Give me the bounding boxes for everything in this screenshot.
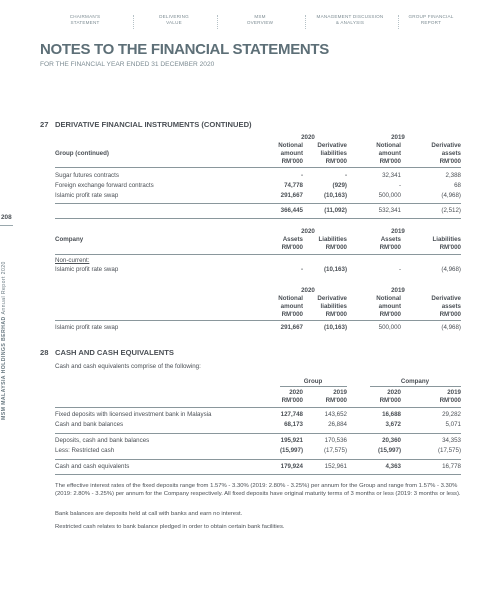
note-28-heading: CASH AND CASH EQUIVALENTS xyxy=(55,348,174,357)
nav-group-financial-report[interactable]: GROUP FINANCIAL REPORT xyxy=(408,14,454,25)
cell: 195,921 xyxy=(280,437,303,444)
total-cell: 4,363 xyxy=(385,463,401,470)
cell: 3,672 xyxy=(385,421,401,428)
nav-delivering-value[interactable]: DELIVERING VALUE xyxy=(159,14,189,25)
year-header-2020: 2020 xyxy=(301,228,315,235)
top-navigation xyxy=(40,14,460,40)
cell: 500,000 xyxy=(378,324,401,331)
row-label: Foreign exchange forward contracts xyxy=(55,182,154,189)
row-label: Fixed deposits with licensed investment bank in Malaysia xyxy=(55,411,212,418)
row-label: Deposits, cash and bank balances xyxy=(55,437,150,444)
cell: 26,884 xyxy=(328,421,347,428)
row-label: Islamic profit rate swap xyxy=(55,266,119,273)
total-cell: 532,341 xyxy=(378,207,401,214)
table-rule xyxy=(55,433,461,434)
cell: - xyxy=(398,182,401,189)
col-header: 2020 RM'000 xyxy=(379,389,401,404)
col-header: Notional amount RM'000 xyxy=(376,142,401,165)
cell: (17,575) xyxy=(323,447,347,454)
col-header: Derivative assets RM'000 xyxy=(431,295,461,318)
row-company-label: Company xyxy=(55,236,84,243)
year-header-2020: 2020 xyxy=(301,134,315,141)
cell: 291,667 xyxy=(280,324,303,331)
table-rule xyxy=(55,203,461,204)
cell: 68,173 xyxy=(284,421,303,428)
cell: (15,997) xyxy=(377,447,401,454)
col-header: Notional amount RM'000 xyxy=(376,295,401,318)
row-label: Cash and bank balances xyxy=(55,421,124,428)
group-header: Group xyxy=(303,378,323,385)
col-header: Liabilities RM'000 xyxy=(318,236,347,251)
col-header: Derivative liabilities RM'000 xyxy=(317,142,347,165)
total-cell: 366,445 xyxy=(280,207,303,214)
year-header-2020: 2020 xyxy=(301,287,315,294)
table-rule xyxy=(55,218,461,219)
nav-separator xyxy=(133,15,134,29)
company-rule xyxy=(370,386,461,387)
cell: 20,360 xyxy=(382,437,401,444)
total-cell: 152,961 xyxy=(324,463,347,470)
nav-management-discussion[interactable]: MANAGEMENT DISCUSSION & ANALYSIS xyxy=(316,14,384,25)
col-header: Assets RM'000 xyxy=(379,236,401,251)
cell: 5,071 xyxy=(445,421,461,428)
cell: (4,968) xyxy=(441,324,461,331)
cell: (10,163) xyxy=(323,192,347,199)
total-cell: 179,924 xyxy=(280,463,303,470)
col-header: Notional amount RM'000 xyxy=(278,142,303,165)
cell: (17,575) xyxy=(437,447,461,454)
col-header: Notional amount RM'000 xyxy=(278,295,303,318)
nav-msm-overview[interactable]: MSM OVERVIEW xyxy=(246,14,274,25)
interest-rate-paragraph: The effective interest rates of the fixed deposits range from 1.57% - 3.30% (2019: 2.80% - 3.25%) per annum for the Group and range from 1.57% - 3.30% (2019: 2.80% - 3.25%) per annum for the Company respectively. All fixed deposits have original maturity terms of 3 months or less (2019: 3 months or less). xyxy=(55,483,461,498)
company-header: Company xyxy=(400,378,430,385)
cell: (929) xyxy=(332,182,347,189)
note-27-number: 27 xyxy=(40,120,49,129)
col-header: Derivative assets RM'000 xyxy=(431,142,461,165)
col-header: Liabilities RM'000 xyxy=(432,236,461,251)
table-rule xyxy=(55,320,461,321)
note-28-number: 28 xyxy=(40,348,49,357)
total-cell: (2,512) xyxy=(441,207,461,214)
cell: 127,748 xyxy=(280,411,303,418)
restricted-cash-paragraph: Restricted cash relates to bank balance pledged in order to obtain certain bank facilities. xyxy=(55,524,285,530)
cell: - xyxy=(300,266,303,273)
page-subtitle: FOR THE FINANCIAL YEAR ENDED 31 DECEMBER 2020 xyxy=(40,61,215,68)
row-label: Sugar futures contracts xyxy=(55,172,119,179)
cell: 32,341 xyxy=(382,172,401,179)
cell: (4,968) xyxy=(441,192,461,199)
page-number-rule xyxy=(0,225,13,226)
col-header: 2019 RM'000 xyxy=(439,389,461,404)
cell: 34,353 xyxy=(442,437,461,444)
bank-balances-paragraph: Bank balances are deposits held at call with banks and earn no interest. xyxy=(55,511,243,517)
cell: (4,968) xyxy=(441,266,461,273)
table-rule xyxy=(55,474,461,475)
col-header: Derivative liabilities RM'000 xyxy=(317,295,347,318)
cell: (15,997) xyxy=(279,447,303,454)
cell: 16,688 xyxy=(382,411,401,418)
total-cell: 16,778 xyxy=(442,463,461,470)
side-report-label: MSM MALAYSIA HOLDINGS BERHAD Annual Report 2020 xyxy=(1,261,7,420)
note-27-heading: DERIVATIVE FINANCIAL INSTRUMENTS (CONTINUED) xyxy=(55,120,252,129)
table-rule xyxy=(55,167,461,168)
row-label: Islamic profit rate swap xyxy=(55,192,119,199)
cell: 500,000 xyxy=(378,192,401,199)
nav-separator xyxy=(217,15,218,29)
cell: 291,667 xyxy=(280,192,303,199)
table-rule xyxy=(55,407,461,408)
row-label: Islamic profit rate swap xyxy=(55,324,119,331)
page-number: 208 xyxy=(1,214,12,221)
table-rule xyxy=(55,459,461,460)
table-rule xyxy=(55,254,461,255)
cell: 143,652 xyxy=(324,411,347,418)
cell: 68 xyxy=(454,182,461,189)
cell: - xyxy=(344,172,347,179)
year-header-2019: 2019 xyxy=(391,287,405,294)
cell: (10,163) xyxy=(323,324,347,331)
year-header-2019: 2019 xyxy=(391,134,405,141)
cell: 29,282 xyxy=(442,411,461,418)
col-header: Assets RM'000 xyxy=(281,236,303,251)
col-header: 2020 RM'000 xyxy=(281,389,303,404)
total-cell: (11,092) xyxy=(324,207,347,214)
cell: 2,388 xyxy=(445,172,461,179)
col-header: 2019 RM'000 xyxy=(325,389,347,404)
section-label-non-current: Non-current: xyxy=(55,257,90,264)
cell: (10,163) xyxy=(323,266,347,273)
row-group-label: Group (continued) xyxy=(55,150,109,157)
group-rule xyxy=(280,386,347,387)
row-label: Less: Restricted cash xyxy=(55,447,115,454)
cell: - xyxy=(300,172,303,179)
row-label-total: Cash and cash equivalents xyxy=(55,463,130,470)
nav-chairmans-statement[interactable]: CHAIRMAN'S STATEMENT xyxy=(69,14,101,25)
cell: - xyxy=(398,266,401,273)
note-28-intro: Cash and cash equivalents comprise of the following: xyxy=(55,363,201,370)
cell: 170,536 xyxy=(324,437,347,444)
page-title: NOTES TO THE FINANCIAL STATEMENTS xyxy=(40,41,329,58)
year-header-2019: 2019 xyxy=(391,228,405,235)
cell: 74,778 xyxy=(284,182,303,189)
